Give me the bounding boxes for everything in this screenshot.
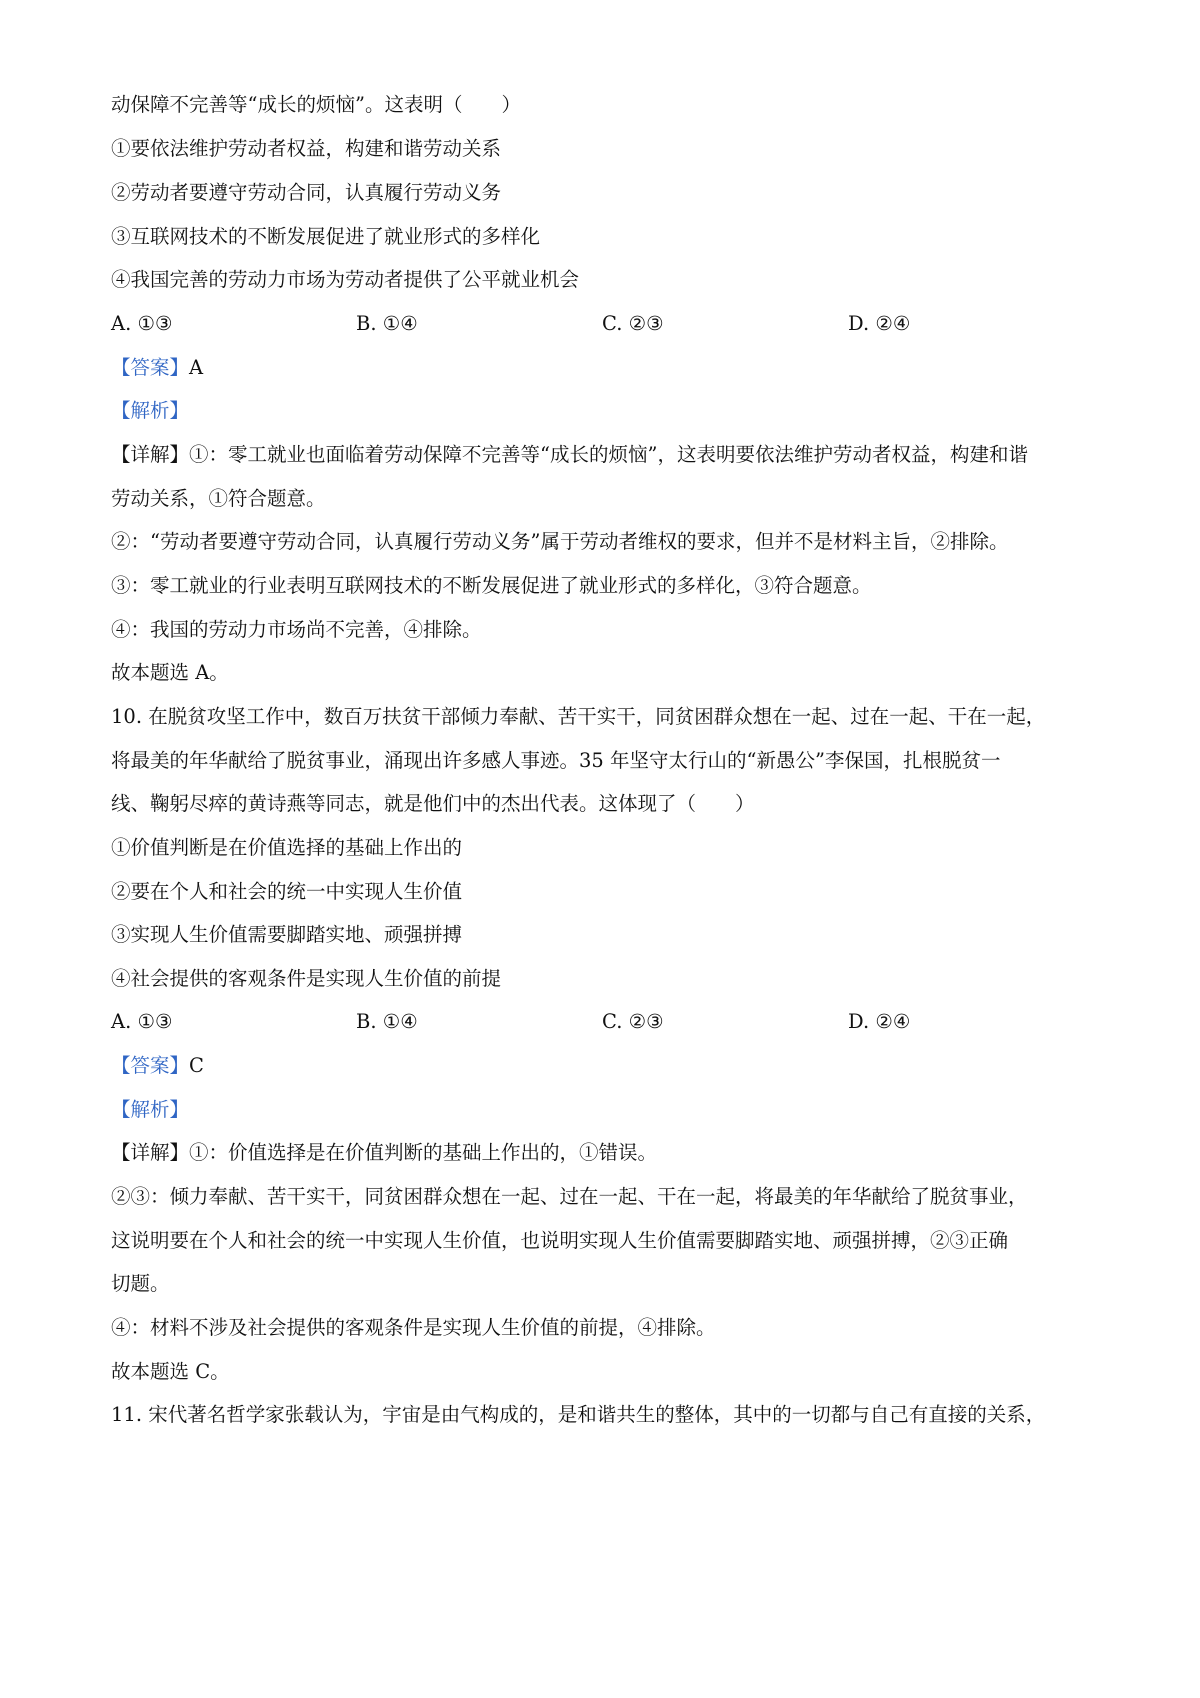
- q9-statement-3: ③互联网技术的不断发展促进了就业形式的多样化: [111, 225, 541, 248]
- q9-analysis-tag: 【解析】: [111, 399, 190, 422]
- q10-statement-1: ①价值判断是在价值选择的基础上作出的: [111, 836, 463, 859]
- q9-statement-2: ②劳动者要遵守劳动合同，认真履行劳动义务: [111, 181, 502, 204]
- q9-option-c: C. ②③: [602, 312, 664, 335]
- q9-answer-line: [111, 355, 203, 381]
- q10-detail-5: ④：材料不涉及社会提供的客观条件是实现人生价值的前提，④排除。: [111, 1316, 716, 1339]
- q9-answer-tag: 【答案】: [111, 356, 190, 379]
- q9-detail-4: ③：零工就业的行业表明互联网技术的不断发展促进了就业形式的多样化，③符合题意。: [111, 574, 872, 597]
- q10-analysis-tag: 【解析】: [111, 1098, 190, 1121]
- q9-detail-3: ②：“劳动者要遵守劳动合同，认真履行劳动义务”属于劳动者维权的要求，但并不是材料主旨，②排除。: [111, 530, 1009, 553]
- q10-stem-1: 10. 在脱贫攻坚工作中，数百万扶贫干部倾力奉献、苦干实干，同贫困群众想在一起、过在一起、干在一起，: [111, 705, 1046, 728]
- q9-detail-1: [111, 442, 1028, 468]
- q10-statement-3: ③实现人生价值需要脚踏实地、顽强拼搏: [111, 923, 463, 946]
- q10-detail-4: 切题。: [111, 1272, 170, 1295]
- q10-answer-value: C: [189, 1054, 204, 1077]
- q9-option-b: B. ①④: [356, 312, 418, 335]
- q10-detail-2: ②③：倾力奉献、苦干实干，同贫困群众想在一起、过在一起、干在一起，将最美的年华献给了脱贫事业，: [111, 1185, 1028, 1208]
- q10-conclusion: 故本题选 C。: [111, 1360, 230, 1383]
- q9-detail-tag: 【详解】: [111, 443, 190, 466]
- q10-detail-1: [111, 1140, 657, 1166]
- q9-detail-text-1: ①：零工就业也面临着劳动保障不完善等“成长的烦恼”，这表明要依法维护劳动者权益，构建和谐: [189, 443, 1028, 466]
- q9-statement-1: ①要依法维护劳动者权益，构建和谐劳动关系: [111, 137, 502, 160]
- q10-option-a: A. ①③: [111, 1010, 173, 1033]
- q10-option-c: C. ②③: [602, 1010, 664, 1033]
- q9-detail-5: ④：我国的劳动力市场尚不完善，④排除。: [111, 618, 482, 641]
- q9-option-d: D. ②④: [848, 312, 911, 335]
- q9-answer-value: A: [189, 356, 204, 379]
- q9-conclusion: 故本题选 A。: [111, 661, 229, 684]
- q9-options: [111, 311, 1091, 337]
- q11-stem-1: 11. 宋代著名哲学家张载认为，宇宙是由气构成的，是和谐共生的整体，其中的一切都与自己有直接的关系，: [111, 1403, 1046, 1426]
- q10-option-d: D. ②④: [848, 1010, 911, 1033]
- q10-statement-2: ②要在个人和社会的统一中实现人生价值: [111, 880, 463, 903]
- q9-detail-2: 劳动关系，①符合题意。: [111, 487, 326, 510]
- q10-options: [111, 1009, 1091, 1035]
- q10-statement-4: ④社会提供的客观条件是实现人生价值的前提: [111, 967, 502, 990]
- q9-stem-tail: 动保障不完善等“成长的烦恼”。这表明（ ）: [111, 93, 521, 116]
- q10-answer-tag: 【答案】: [111, 1054, 190, 1077]
- q10-stem-3: 线、鞠躬尽瘁的黄诗燕等同志，就是他们中的杰出代表。这体现了（ ）: [111, 792, 755, 815]
- q10-detail-3: 这说明要在个人和社会的统一中实现人生价值，也说明实现人生价值需要脚踏实地、顽强拼搏，②③正确: [111, 1229, 1009, 1252]
- q10-stem-2: 将最美的年华献给了脱贫事业，涌现出许多感人事迹。35 年坚守太行山的“新愚公”李保国，扎根脱贫一: [111, 749, 1001, 772]
- q10-answer-line: [111, 1053, 204, 1079]
- q10-detail-tag: 【详解】: [111, 1141, 190, 1164]
- q9-statement-4: ④我国完善的劳动力市场为劳动者提供了公平就业机会: [111, 268, 580, 291]
- q10-detail-text-1: ①：价值选择是在价值判断的基础上作出的，①错误。: [189, 1141, 658, 1164]
- q10-option-b: B. ①④: [356, 1010, 418, 1033]
- q9-option-a: A. ①③: [111, 312, 173, 335]
